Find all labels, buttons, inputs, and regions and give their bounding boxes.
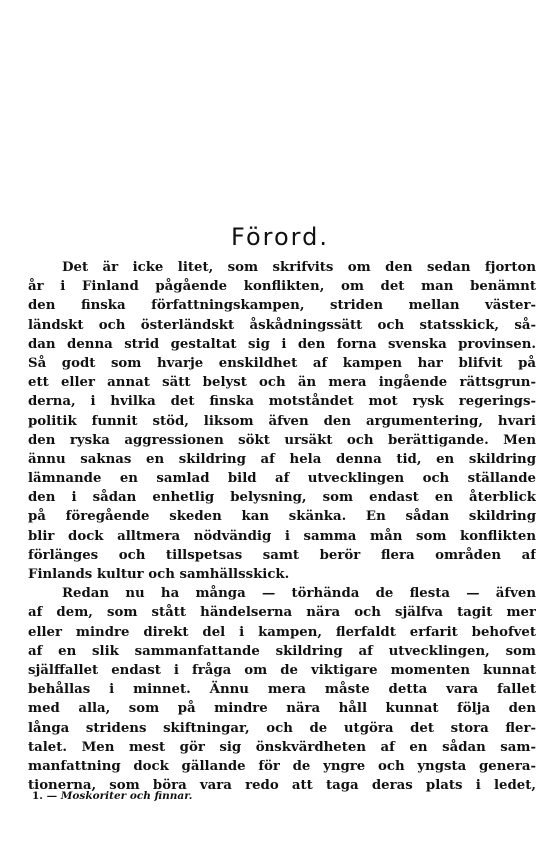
text-line: ännu saknas en skildring af hela denna tid, en skildring (28, 451, 536, 467)
text-line: Det är icke litet, som skrifvits om den sedan fjorton (62, 260, 536, 275)
text-line: blir dock alltmera nödvändig i samma mån som konflikten (28, 528, 536, 544)
text-line: förlänges och tillspetsas samt berör flera områden af (28, 547, 536, 563)
text-line: år i Finland pågående konflikten, om det man benämnt (28, 279, 536, 295)
text-line: tionerna, som böra vara redo att taga deras plats i ledet, (28, 778, 536, 794)
footnote-text: Moskoriter och finnar. (60, 790, 193, 802)
text-line: manfattning dock gällande för de yngre och yngsta genera- (28, 758, 536, 774)
text-line: politik funnit stöd, liksom äfven den argumentering, hvari (28, 413, 536, 429)
text-line: den i sådan enhetlig belysning, som endast en återblick (28, 490, 536, 506)
text-line: Så godt som hvarje enskildhet af kampen har blifvit på (28, 355, 536, 371)
text-line: på föregående skeden kan skänka. En sådan skildring (28, 509, 536, 525)
text-line: eller mindre direkt del i kampen, flerfaldt erfarit behofvet (28, 624, 536, 640)
text-line: ett eller annat sätt belyst och än mera ingående rättsgrun- (28, 375, 536, 391)
text-line: lämnande en samlad bild af utvecklingen och ställande (28, 471, 536, 487)
page-title: Förord. (231, 223, 329, 251)
text-line: Redan nu ha många — törhända de flesta — äfven (62, 586, 536, 602)
text-line: den finska författningskampen, striden mellan väster- (28, 298, 536, 314)
footnote (32, 790, 192, 802)
text-line: Finlands kultur och samhällsskick. (28, 567, 290, 582)
text-line: behållas i minnet. Ännu mera måste detta vara fallet (28, 682, 536, 698)
text-line: af en slik sammanfattande skildring af utvecklingen, som (28, 643, 536, 659)
footnote-number: 1. — (32, 790, 58, 802)
text-line: ländskt och österländskt åskådningssätt och statsskick, så- (28, 317, 536, 333)
text-line: den ryska aggressionen sökt ursäkt och berättigande. Men (28, 432, 536, 448)
preface-body (28, 258, 536, 795)
text-line: med alla, som på mindre nära håll kunnat följa den (28, 701, 536, 717)
text-line: långa stridens skiftningar, och de utgöra det stora fler- (28, 720, 536, 736)
text-line: dan denna strid gestaltat sig i den forna svenska provinsen. (28, 336, 536, 352)
text-line: derna, i hvilka det finska motståndet mot rysk regerings- (28, 394, 536, 410)
text-line: själffallet endast i fråga om de viktigare momenten kunnat (28, 662, 536, 678)
text-line: talet. Men mest gör sig önskvärdheten af en sådan sam- (28, 739, 536, 755)
text-line: af dem, som stått händelserna nära och själfva tagit mer (28, 605, 536, 621)
